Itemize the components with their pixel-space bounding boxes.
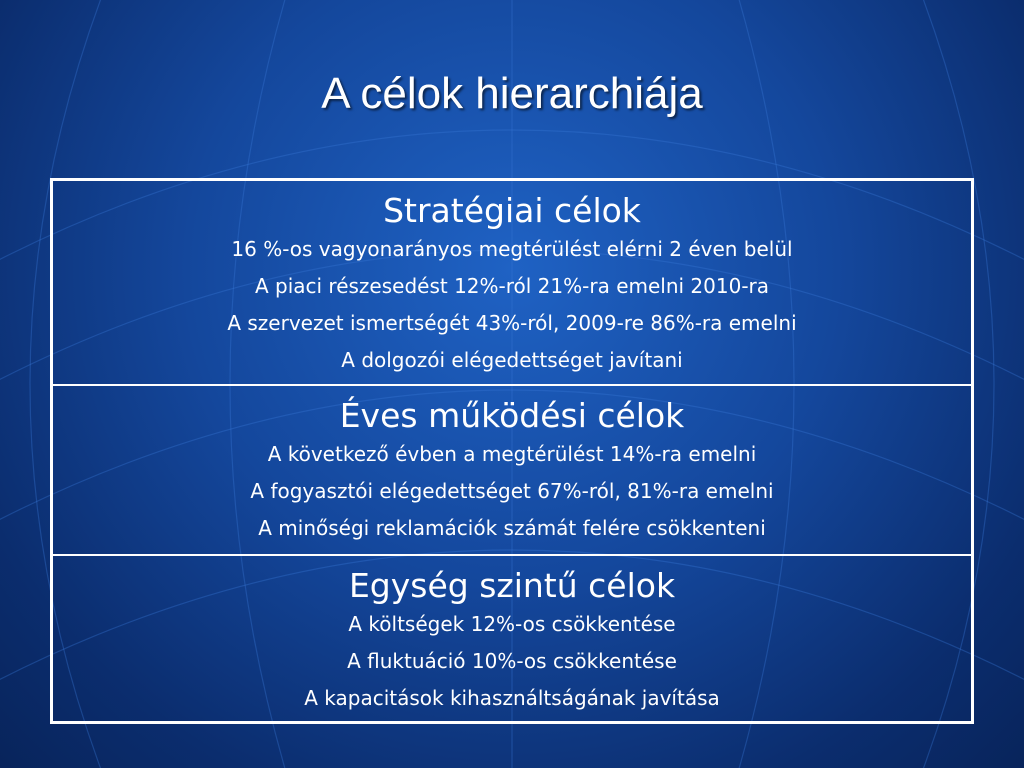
section-heading: Egység szintű célok bbox=[348, 566, 676, 605]
annual-operating-goals-section bbox=[53, 386, 971, 556]
list-item: A következő évben a megtérülést 14%-ra emelni bbox=[267, 442, 757, 466]
section-heading: Stratégiai célok bbox=[383, 191, 641, 230]
list-item: A fluktuáció 10%-os csökkentése bbox=[347, 649, 677, 673]
section-heading: Éves működési célok bbox=[339, 396, 685, 435]
strategic-goals-section bbox=[53, 181, 971, 386]
list-item: A piaci részesedést 12%-ról 21%-ra emelni 2010-ra bbox=[254, 274, 770, 298]
unit-level-goals-section bbox=[53, 556, 971, 721]
slide-title: A célok hierarchiája bbox=[321, 69, 703, 118]
list-item: A dolgozói elégedettséget javítani bbox=[341, 348, 683, 372]
list-item: A kapacitások kihasználtságának javítása bbox=[304, 686, 720, 710]
goals-hierarchy-table bbox=[50, 178, 974, 724]
list-item: A költségek 12%-os csökkentése bbox=[348, 612, 676, 636]
list-item: A szervezet ismertségét 43%-ról, 2009-re 86%-ra emelni bbox=[227, 311, 797, 335]
list-item: 16 %-os vagyonarányos megtérülést elérni 2 éven belül bbox=[231, 237, 793, 261]
list-item: A fogyasztói elégedettséget 67%-ról, 81%-ra emelni bbox=[250, 479, 774, 503]
list-item: A minőségi reklamációk számát felére csökkenteni bbox=[258, 516, 766, 540]
